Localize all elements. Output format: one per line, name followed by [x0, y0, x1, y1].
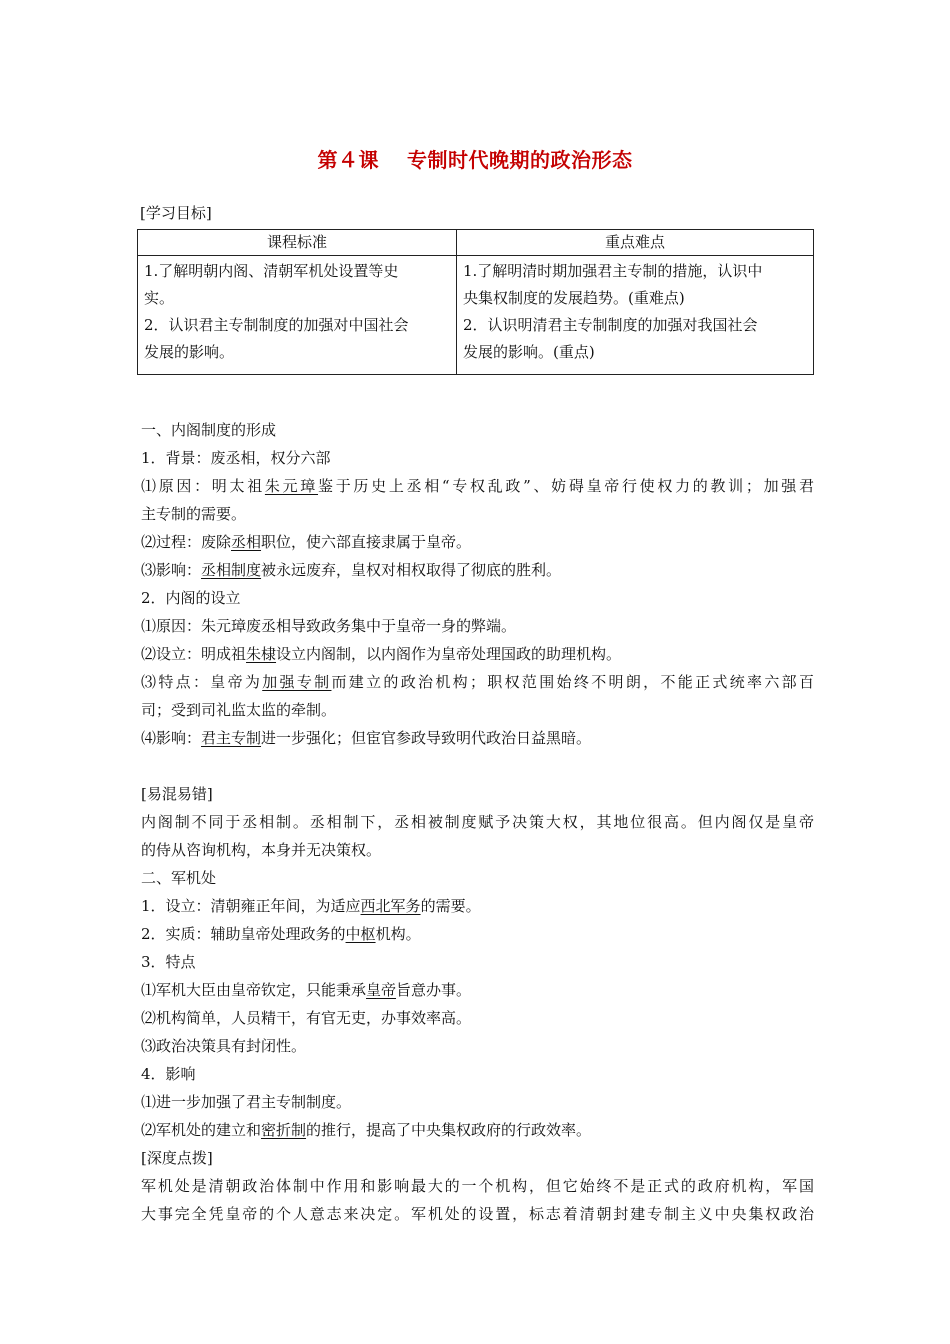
paragraph: 司；受到司礼监太监的牵制。	[141, 701, 337, 719]
objectives-label: [学习目标]	[140, 204, 212, 222]
underlined-term: 朱棣	[246, 645, 277, 663]
paragraph: 2．实质：辅助皇帝处理政务的中枢机构。	[141, 925, 421, 943]
underlined-term: 密折制	[261, 1121, 307, 1139]
paragraph: ⑴原因：朱元璋废丞相导致政务集中于皇帝一身的弊端。	[141, 617, 517, 635]
lesson-name: 专制时代晚期的政治形态	[407, 148, 633, 172]
paragraph: 1．背景：废丞相，权分六部	[141, 449, 331, 467]
paragraph: ⑷影响：君主专制进一步强化；但宦官参政导致明代政治日益黑暗。	[141, 729, 592, 747]
paragraph: 军机处是清朝政治体制中作用和影响最大的一个机构，但它始终不是正式的政府机构，军国	[141, 1177, 814, 1195]
paragraph: ⑶政治决策具有封闭性。	[141, 1037, 307, 1055]
underlined-term: 加强专制	[262, 673, 332, 691]
paragraph: 4．影响	[141, 1065, 196, 1083]
paragraph: 2．内阁的设立	[141, 589, 241, 607]
key-points-cell: 1.了解明清时期加强君主专制的措施，认识中 央集权制度的发展趋势。(重难点) 2．认识明清君主专制制度的加强对我国社会 发展的影响。(重点)	[457, 256, 814, 375]
underlined-term: 朱元璋	[264, 477, 319, 495]
paragraph: ⑵设立：明成祖朱棣设立内阁制，以内阁作为皇帝处理国政的助理机构。	[141, 645, 622, 663]
lesson-title	[0, 144, 950, 173]
col-header-standards: 课程标准	[138, 230, 457, 256]
paragraph: 1．设立：清朝雍正年间，为适应西北军务的需要。	[141, 897, 481, 915]
paragraph: 内阁制不同于丞相制。丞相制下，丞相被制度赋予决策大权，其地位很高。但内阁仅是皇帝	[141, 813, 814, 831]
col-header-key-points: 重点难点	[457, 230, 814, 256]
underlined-term: 皇帝	[366, 981, 397, 999]
underlined-term: 丞相制度	[201, 561, 262, 579]
paragraph: ⑵过程：废除丞相职位，使六部直接隶属于皇帝。	[141, 533, 472, 551]
underlined-term: 中枢	[345, 925, 376, 943]
paragraph: ⑵军机处的建立和密折制的推行，提高了中央集权政府的行政效率。	[141, 1121, 592, 1139]
section-heading: 二、军机处	[141, 869, 217, 887]
paragraph: ⑶影响：丞相制度被永远废弃，皇权对相权取得了彻底的胜利。	[141, 561, 562, 579]
paragraph: ⑴原因：明太祖朱元璋鉴于历史上丞相“专权乱政”、妨碍皇帝行使权力的教训；加强君	[141, 477, 814, 495]
underlined-term: 丞相	[231, 533, 262, 551]
paragraph: ⑴军机大臣由皇帝钦定，只能秉承皇帝旨意办事。	[141, 981, 472, 999]
lesson-number: 第４课	[317, 148, 379, 172]
confuse-label: [易混易错]	[141, 785, 213, 803]
deep-label: [深度点拨]	[141, 1149, 213, 1167]
paragraph: ⑴进一步加强了君主专制制度。	[141, 1093, 352, 1111]
underlined-term: 君主专制	[201, 729, 262, 747]
paragraph: ⑶特点：皇帝为加强专制而建立的政治机构；职权范围始终不明朗，不能正式统率六部百	[141, 673, 814, 691]
paragraph: 大事完全凭皇帝的个人意志来决定。军机处的设置，标志着清朝封建专制主义中央集权政治	[141, 1205, 814, 1223]
paragraph: 3．特点	[141, 953, 196, 971]
standards-cell: 1.了解明朝内阁、清朝军机处设置等史 实。 2．认识君主专制制度的加强对中国社会 发展的影响。	[138, 256, 457, 375]
paragraph: ⑵机构简单，人员精干，有官无吏，办事效率高。	[141, 1009, 472, 1027]
paragraph: 主专制的需要。	[141, 505, 247, 523]
paragraph: 的侍从咨询机构，本身并无决策权。	[141, 841, 382, 859]
objectives-table	[137, 229, 814, 375]
underlined-term: 西北军务	[360, 897, 421, 915]
main-body	[141, 416, 814, 1228]
section-heading: 一、内阁制度的形成	[141, 421, 277, 439]
